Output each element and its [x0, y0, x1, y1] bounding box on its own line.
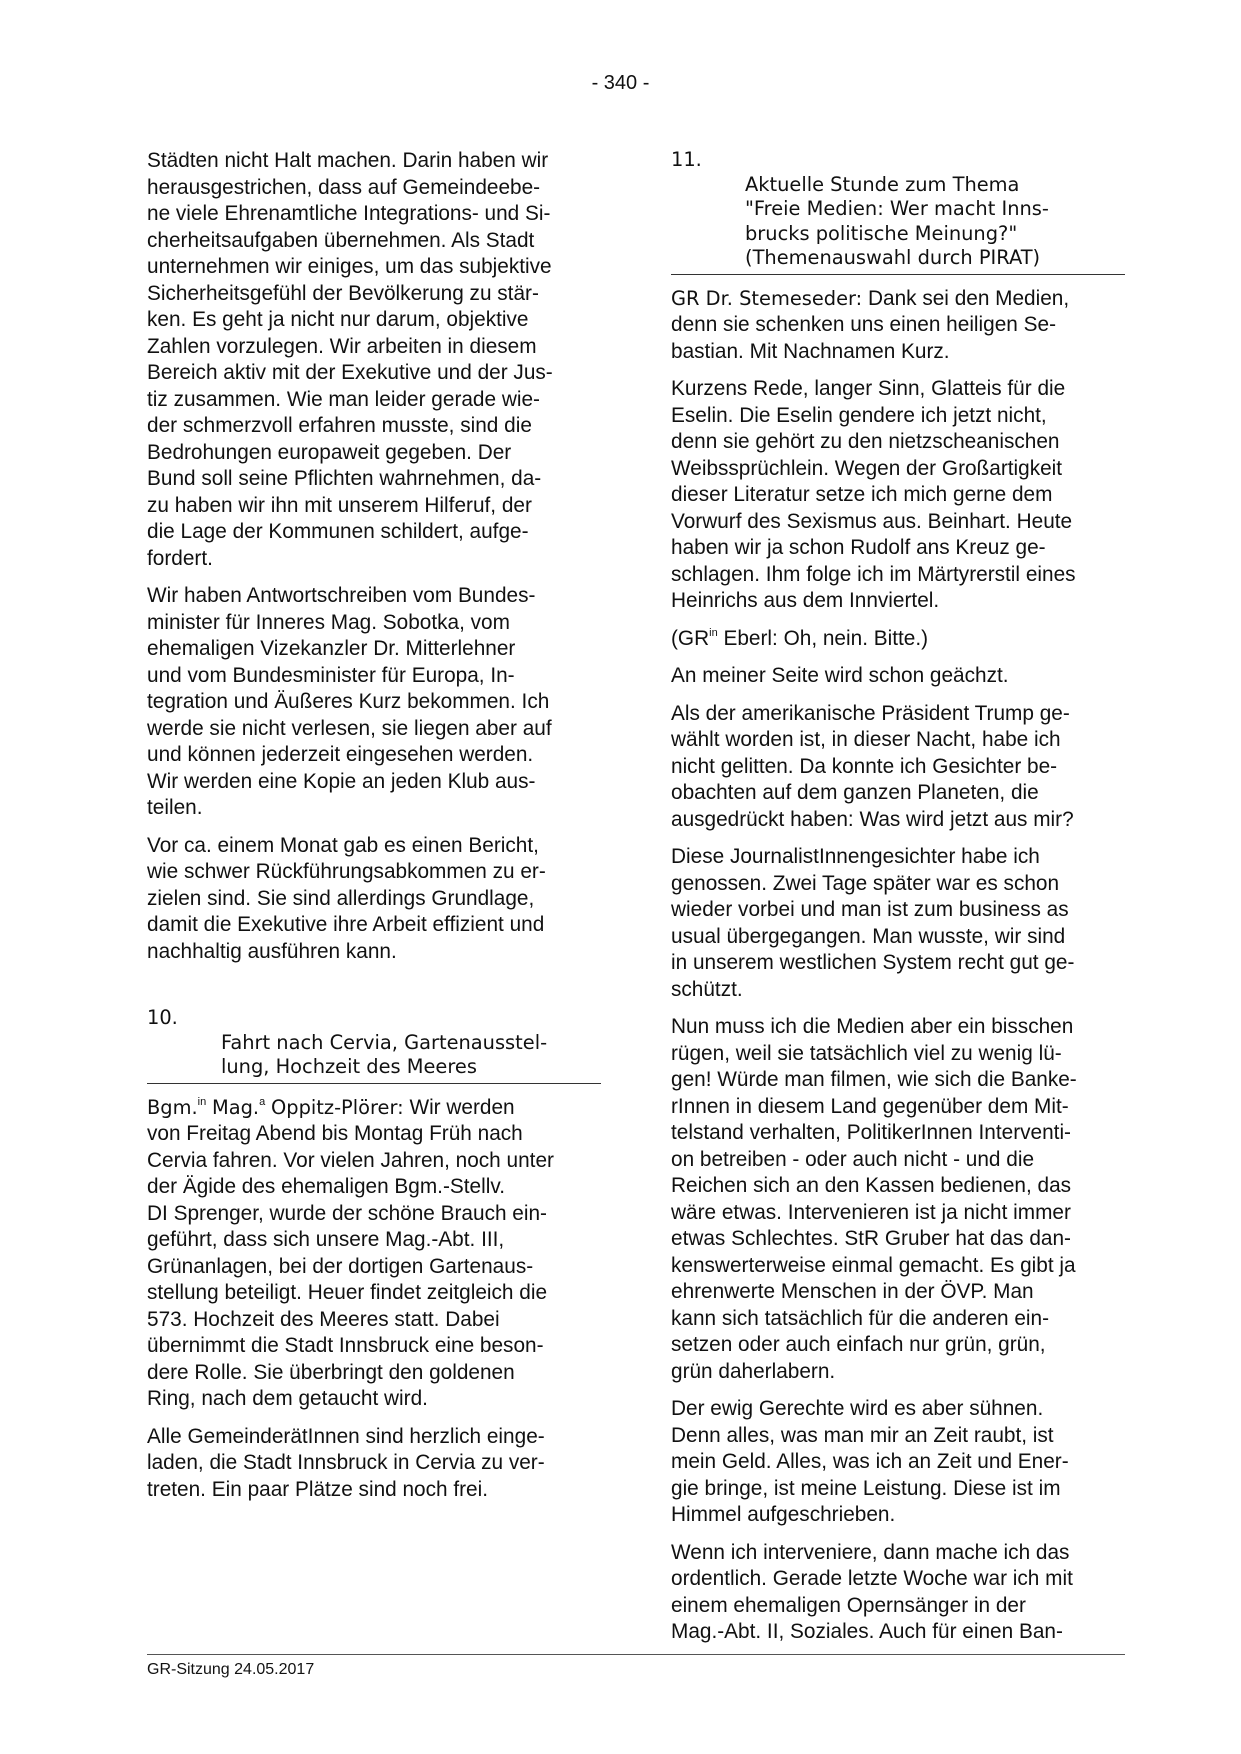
body-paragraph: Vor ca. einem Monat gab es einen Bericht, wie schwer Rückführungsabkommen zu er- zielen sind. Sie sind allerdings Grundlage, damit die Exekutive ihre Arbeit effizient und nachhaltig ausführen kann.: [147, 833, 546, 963]
superscript: in: [709, 626, 718, 639]
speaker-title: Bgm.: [147, 1095, 198, 1119]
body-paragraph: Der ewig Gerechte wird es aber sühnen. Denn alles, was man mir an Zeit raubt, ist mein Geld. Alles, was ich an Zeit und Ener- gie bringe, ist meine Leistung. Diese ist im Himmel aufgeschrieben.: [671, 1397, 1069, 1526]
body-paragraph: Diese JournalistInnengesichter habe ich genossen. Zwei Tage später war es schon wieder vorbei und man ist zum business as usual übergegangen. Man wusste, wir sind in unserem westlichen System recht gut ge- schützt.: [671, 845, 1075, 1001]
agenda-item-title: Fahrt nach Cervia, Gartenausstel- lung, Hochzeit des Meeres: [221, 1030, 548, 1078]
agenda-item-number: 10.: [147, 1006, 178, 1029]
left-column: [147, 148, 601, 1514]
right-column: [671, 148, 1125, 1657]
body-paragraph: Städten nicht Halt machen. Darin haben wir herausgestrichen, dass auf Gemeindeebe- ne viele Ehrenamtliche Integrations- und Si- cherheitsaufgaben übernehmen. Als Stadt unternehmen wir einiges, um das subjektive Sicherheitsgefühl der Bevölkerung zu stär- ken. Es geht ja nicht nur darum, objektive Zahlen vorzulegen. Wir arbeiten in diesem Bereich aktiv mit der Exekutive und der Jus- tiz zusammen. Wie man leider gerade wie- der schmerzvoll erfahren musste, sind die Bedrohungen europaweit gegeben. Der Bund soll seine Pflichten wahrnehmen, da- zu haben wir ihn mit unserem Hilferuf, der die Lage der Kommunen schildert, aufge- fordert.: [147, 149, 553, 570]
interjection: [671, 626, 1125, 653]
footer-session-date: GR-Sitzung 24.05.2017: [147, 1661, 315, 1678]
speech-paragraph: [671, 286, 1125, 366]
body-paragraph: Als der amerikanische Präsident Trump ge- wählt worden ist, in dieser Nacht, habe ich nicht gelitten. Da konnte ich Gesichter be- obachten auf dem ganzen Planeten, die ausgedrückt haben: Was wird jetzt aus mir?: [671, 701, 1074, 831]
superscript: a: [259, 1095, 266, 1108]
body-paragraph: An meiner Seite wird schon geächzt.: [671, 664, 1009, 687]
speaker-name: Oppitz-Plörer:: [271, 1095, 404, 1119]
speech-text: Dank sei den Medien, denn sie schenken uns einen heiligen Se- bastian. Mit Nachnamen Kurz.: [671, 286, 1070, 363]
body-paragraph: Alle GemeinderätInnen sind herzlich einge- laden, die Stadt Innsbruck in Cervia zu ver- treten. Ein paar Plätze sind noch frei.: [147, 1424, 545, 1501]
speaker-degree: Mag.: [212, 1095, 260, 1119]
agenda-item-heading: [147, 1006, 601, 1084]
body-paragraph: Kurzens Rede, langer Sinn, Glatteis für die Eselin. Die Eselin gendere ich jetzt nicht, denn sie gehört zu den nietzscheanischen Weibssprüchlein. Wegen der Großartigkeit dieser Literatur setze ich mich gerne dem Vorwurf des Sexismus aus. Beinhart. Heute haben wir ja schon Rudolf ans Kreuz ge- schlagen. Ihm folge ich im Märtyrerstil eines Heinrichs aus dem Innviertel.: [671, 377, 1076, 612]
interjection-open: (GR: [671, 626, 710, 650]
body-paragraph: Wir haben Antwortschreiben vom Bundes- minister für Inneres Mag. Sobotka, vom ehemaligen Vizekanzler Dr. Mitterlehner und vom Bundesminister für Europa, In- tegration und Äußeres Kurz bekommen. Ich werde sie nicht verlesen, sie liegen aber auf und können jederzeit eingesehen werden. Wir werden eine Kopie an jeden Klub aus- teilen.: [147, 584, 552, 819]
speech-paragraph: [147, 1095, 601, 1413]
agenda-item-title: Aktuelle Stunde zum Thema "Freie Medien: Wer macht Inns- brucks politische Meinung?" (Themenauswahl durch PIRAT): [745, 172, 1049, 269]
body-paragraph: Wenn ich interveniere, dann mache ich das ordentlich. Gerade letzte Woche war ich mit einem ehemaligen Opernsänger in der Mag.-Abt. II, Soziales. Auch für einen Ban-: [671, 1540, 1073, 1643]
footer-divider: [147, 1654, 1125, 1655]
page-number: - 340 -: [591, 72, 650, 94]
superscript: in: [197, 1095, 207, 1108]
speech-text: Wir werden von Freitag Abend bis Montag Früh nach Cervia fahren. Vor vielen Jahren, noch unter der Ägide des ehemaligen Bgm.-Stellv. DI Sprenger, wurde der schöne Brauch ein- geführt, dass sich unsere Mag.-Abt. III, Grünanlagen, bei der dortigen Gartenaus- stellung beteiligt. Heuer findet zeitgleich die 573. Hochzeit des Meeres statt. Dabei übernimmt die Stadt Innsbruck eine beson- dere Rolle. Sie überbringt den goldenen Ring, nach dem getaucht wird.: [147, 1095, 554, 1410]
section-spacer: [147, 976, 601, 1006]
agenda-item-heading: [671, 148, 1125, 275]
body-paragraph: Nun muss ich die Medien aber ein bisschen rügen, weil sie tatsächlich viel zu wenig lü- gen! Würde man filmen, wie sich die Banke- rInnen in diesem Land gegenüber dem Mit- telstand verhalten, PolitikerInnen Interventi- on betreiben - oder auch nicht - und die Reichen sich an den Kassen bedienen, das wäre etwas. Intervenieren ist ja nicht immer etwas Schlechtes. StR Gruber hat das dan- kenswerterweise einmal gemacht. Es gibt ja ehrenwerte Menschen in der ÖVP. Man kann sich tatsächlich für die anderen ein- setzen oder auch einfach nur grün, grün, grün daherlabern.: [671, 1015, 1077, 1383]
speaker-label: GR Dr. Stemeseder:: [671, 286, 863, 310]
agenda-item-number: 11.: [671, 148, 702, 171]
interjection-text: Eberl: Oh, nein. Bitte.): [717, 626, 929, 650]
